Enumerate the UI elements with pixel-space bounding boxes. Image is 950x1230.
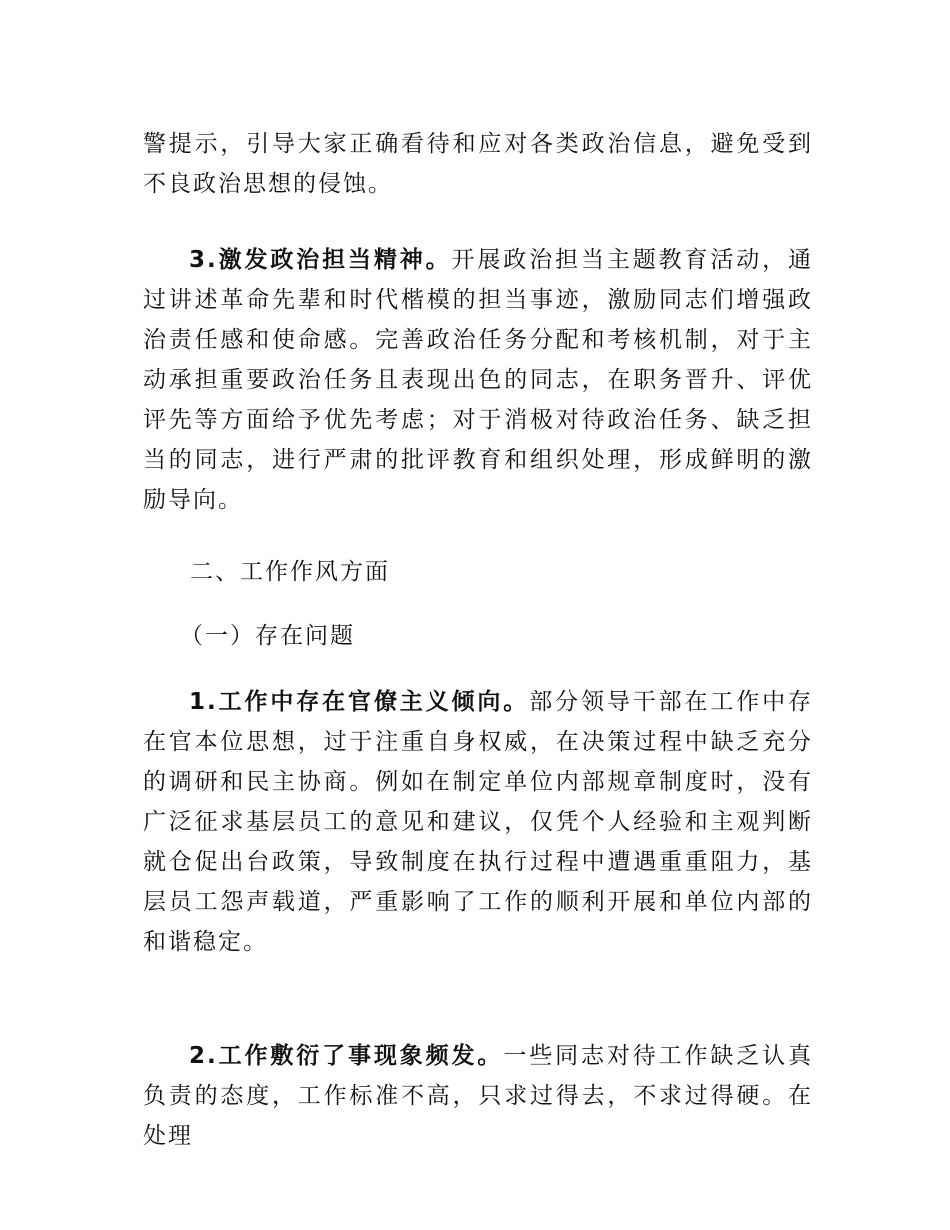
paragraph-lead-heading: 1.工作中存在官僚主义倾向。 <box>189 689 530 715</box>
paragraph-lead-heading: 2.工作敷衍了事现象频发。 <box>189 1043 504 1069</box>
paragraph-continued <box>143 124 813 204</box>
paragraph-political-responsibility <box>143 240 813 520</box>
paragraph-text: 一些同志对待工作缺乏认真负责的态度，工作标准不高，只求过得去，不求过得硬。在处理 <box>143 1043 813 1149</box>
paragraph-perfunctory-work <box>143 1036 813 1156</box>
paragraph-text: 警提示，引导大家正确看待和应对各类政治信息，避免受到不良政治思想的侵蚀。 <box>143 131 813 197</box>
paragraph-text: 部分领导干部在工作中存在官本位思想，过于注重自身权威，在决策过程中缺乏充分的调研和民主协商。例如在制定单位内部规章制度时，没有广泛征求基层员工的意见和建议，仅凭个人经验和主观判断就仓促出台政策，导致制度在执行过程中遭遇重重阻力，基层员工怨声载道，严重影响了工作的顺利开展和单位内部的和谐稳定。 <box>143 689 813 955</box>
section-heading: 二、工作作风方面 <box>190 559 390 585</box>
paragraph-lead-heading: 3.激发政治担当精神。 <box>189 247 452 273</box>
subsection-heading: （一）存在问题 <box>180 623 355 649</box>
paragraph-bureaucracy <box>143 682 813 962</box>
paragraph-text: 开展政治担当主题教育活动，通过讲述革命先辈和时代楷模的担当事迹，激励同志们增强政治责任感和使命感。完善政治任务分配和考核机制，对于主动承担重要政治任务且表现出色的同志，在职务晋升、评优评先等方面给予优先考虑；对于消极对待政治任务、缺乏担当的同志，进行严肃的批评教育和组织处理，形成鲜明的激励导向。 <box>143 247 813 513</box>
